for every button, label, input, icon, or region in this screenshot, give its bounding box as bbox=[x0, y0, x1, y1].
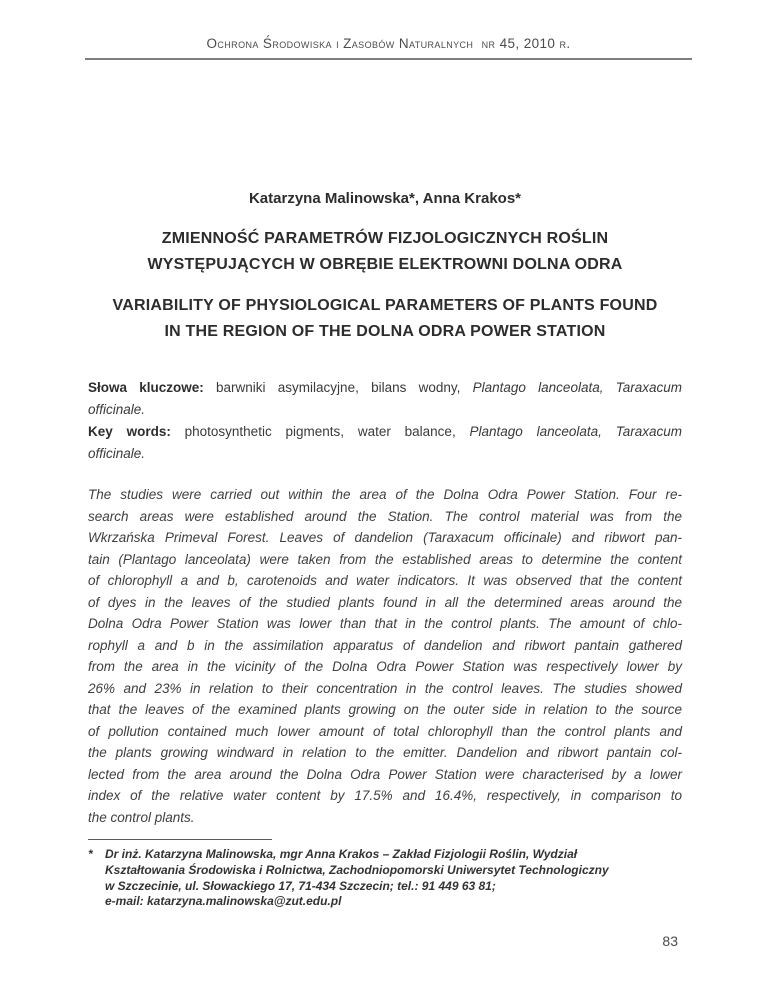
footnote-line: Kształtowania Środowiska i Rolnictwa, Zachodniopomorski Uniwersytet Technologiczny bbox=[105, 862, 609, 877]
abstract-line: index of the relative water content by 17.5% and 16.4%, respectively, in comparison to bbox=[88, 788, 682, 803]
journal-running-head: Ochrona Środowiska i Zasobów Naturalnych nr 45, 2010 r. bbox=[206, 36, 571, 51]
keywords-en-text: photosynthetic pigments, water balance, bbox=[170, 424, 470, 439]
abstract-line: Dolna Odra Power Station was lower than that in the control plants. The amount of chlo- bbox=[88, 616, 682, 631]
authors-line: Katarzyna Malinowska*, Anna Krakos* bbox=[248, 190, 522, 207]
abstract-line: of pollution contained much lower amount of total chlorophyll than the control plants and bbox=[88, 723, 682, 739]
keywords-en-species: Plantago lanceolata, Taraxacum bbox=[469, 424, 682, 439]
abstract-line: the control plants. bbox=[88, 809, 195, 825]
article-title-en-line2: IN THE REGION OF THE DOLNA ODRA POWER STATION bbox=[164, 323, 606, 340]
footnote-separator bbox=[88, 839, 272, 840]
keywords-en-label: Key words: bbox=[88, 424, 171, 439]
author-affiliation-footnote bbox=[88, 847, 674, 910]
header-rule bbox=[85, 58, 692, 60]
abstract-line: rophyll a and b in the assimilation apparatus of dandelion and ribwort pantain gathered bbox=[88, 637, 682, 653]
keywords-en-tail: officinale. bbox=[88, 446, 146, 461]
footnote-line: w Szczecinie, ul. Słowackiego 17, 71-434 Szczecin; tel.: 91 449 63 81; bbox=[105, 878, 496, 893]
abstract-line: search areas were established around the Station. The control material was from the bbox=[88, 508, 682, 524]
page-number: 83 bbox=[662, 933, 678, 949]
article-title-pl-line2: WYSTĘPUJĄCYCH W OBRĘBIE ELEKTROWNI DOLNA ODRA bbox=[147, 256, 623, 273]
footnote-line: e-mail: katarzyna.malinowska@zut.edu.pl bbox=[105, 894, 342, 909]
article-title-pl-line1: ZMIENNOŚĆ PARAMETRÓW FIZJOLOGICZNYCH ROŚLIN bbox=[161, 230, 609, 247]
keywords-pl-text: barwniki asymilacyjne, bilans wodny, bbox=[203, 380, 473, 395]
abstract-line: of dyes in the leaves of the studied plants found in all the determined areas around the bbox=[88, 594, 682, 610]
abstract-line: that the leaves of the examined plants growing on the outer side in relation to the source bbox=[88, 702, 682, 717]
footnote-marker: * bbox=[88, 847, 93, 861]
abstract-line: lected from the area around the Dolna Odra Power Station were characterised by a lower bbox=[88, 766, 682, 782]
footnote-line: Dr inż. Katarzyna Malinowska, mgr Anna Krakos – Zakład Fizjologii Roślin, Wydział bbox=[105, 847, 578, 861]
abstract-line: the plants growing windward in relation to the emitter. Dandelion and ribwort pantain col- bbox=[88, 745, 682, 760]
article-title-en bbox=[88, 293, 682, 345]
abstract-paragraph bbox=[88, 484, 682, 828]
keywords-en-line bbox=[88, 421, 682, 443]
keywords-pl-line bbox=[88, 377, 682, 399]
keywords-block bbox=[88, 377, 682, 465]
footnote-text bbox=[105, 847, 674, 910]
abstract-line: tain (Plantago lanceolata) were taken from the established areas to determine the content bbox=[88, 551, 682, 567]
keywords-pl-label: Słowa kluczowe: bbox=[88, 380, 204, 395]
abstract-line: The studies were carried out within the area of the Dolna Odra Power Station. Four re- bbox=[88, 487, 682, 502]
article-title-pl bbox=[88, 226, 682, 278]
abstract-line: Wkrzańska Primeval Forest. Leaves of dandelion (Taraxacum officinale) and ribwort pan- bbox=[88, 530, 682, 545]
article-title-en-line1: VARIABILITY OF PHYSIOLOGICAL PARAMETERS OF PLANTS FOUND bbox=[112, 297, 658, 314]
keywords-pl-species: Plantago lanceolata, Taraxacum bbox=[472, 380, 682, 395]
abstract-line: 26% and 23% in relation to their concentration in the control leaves. The studies showed bbox=[88, 680, 682, 696]
abstract-line: of chlorophyll a and b, carotenoids and water indicators. It was observed that the content bbox=[88, 573, 682, 588]
abstract-line: from the area in the vicinity of the Dolna Odra Power Station was respectively lower by bbox=[88, 659, 682, 674]
keywords-pl-tail: officinale. bbox=[88, 402, 146, 417]
